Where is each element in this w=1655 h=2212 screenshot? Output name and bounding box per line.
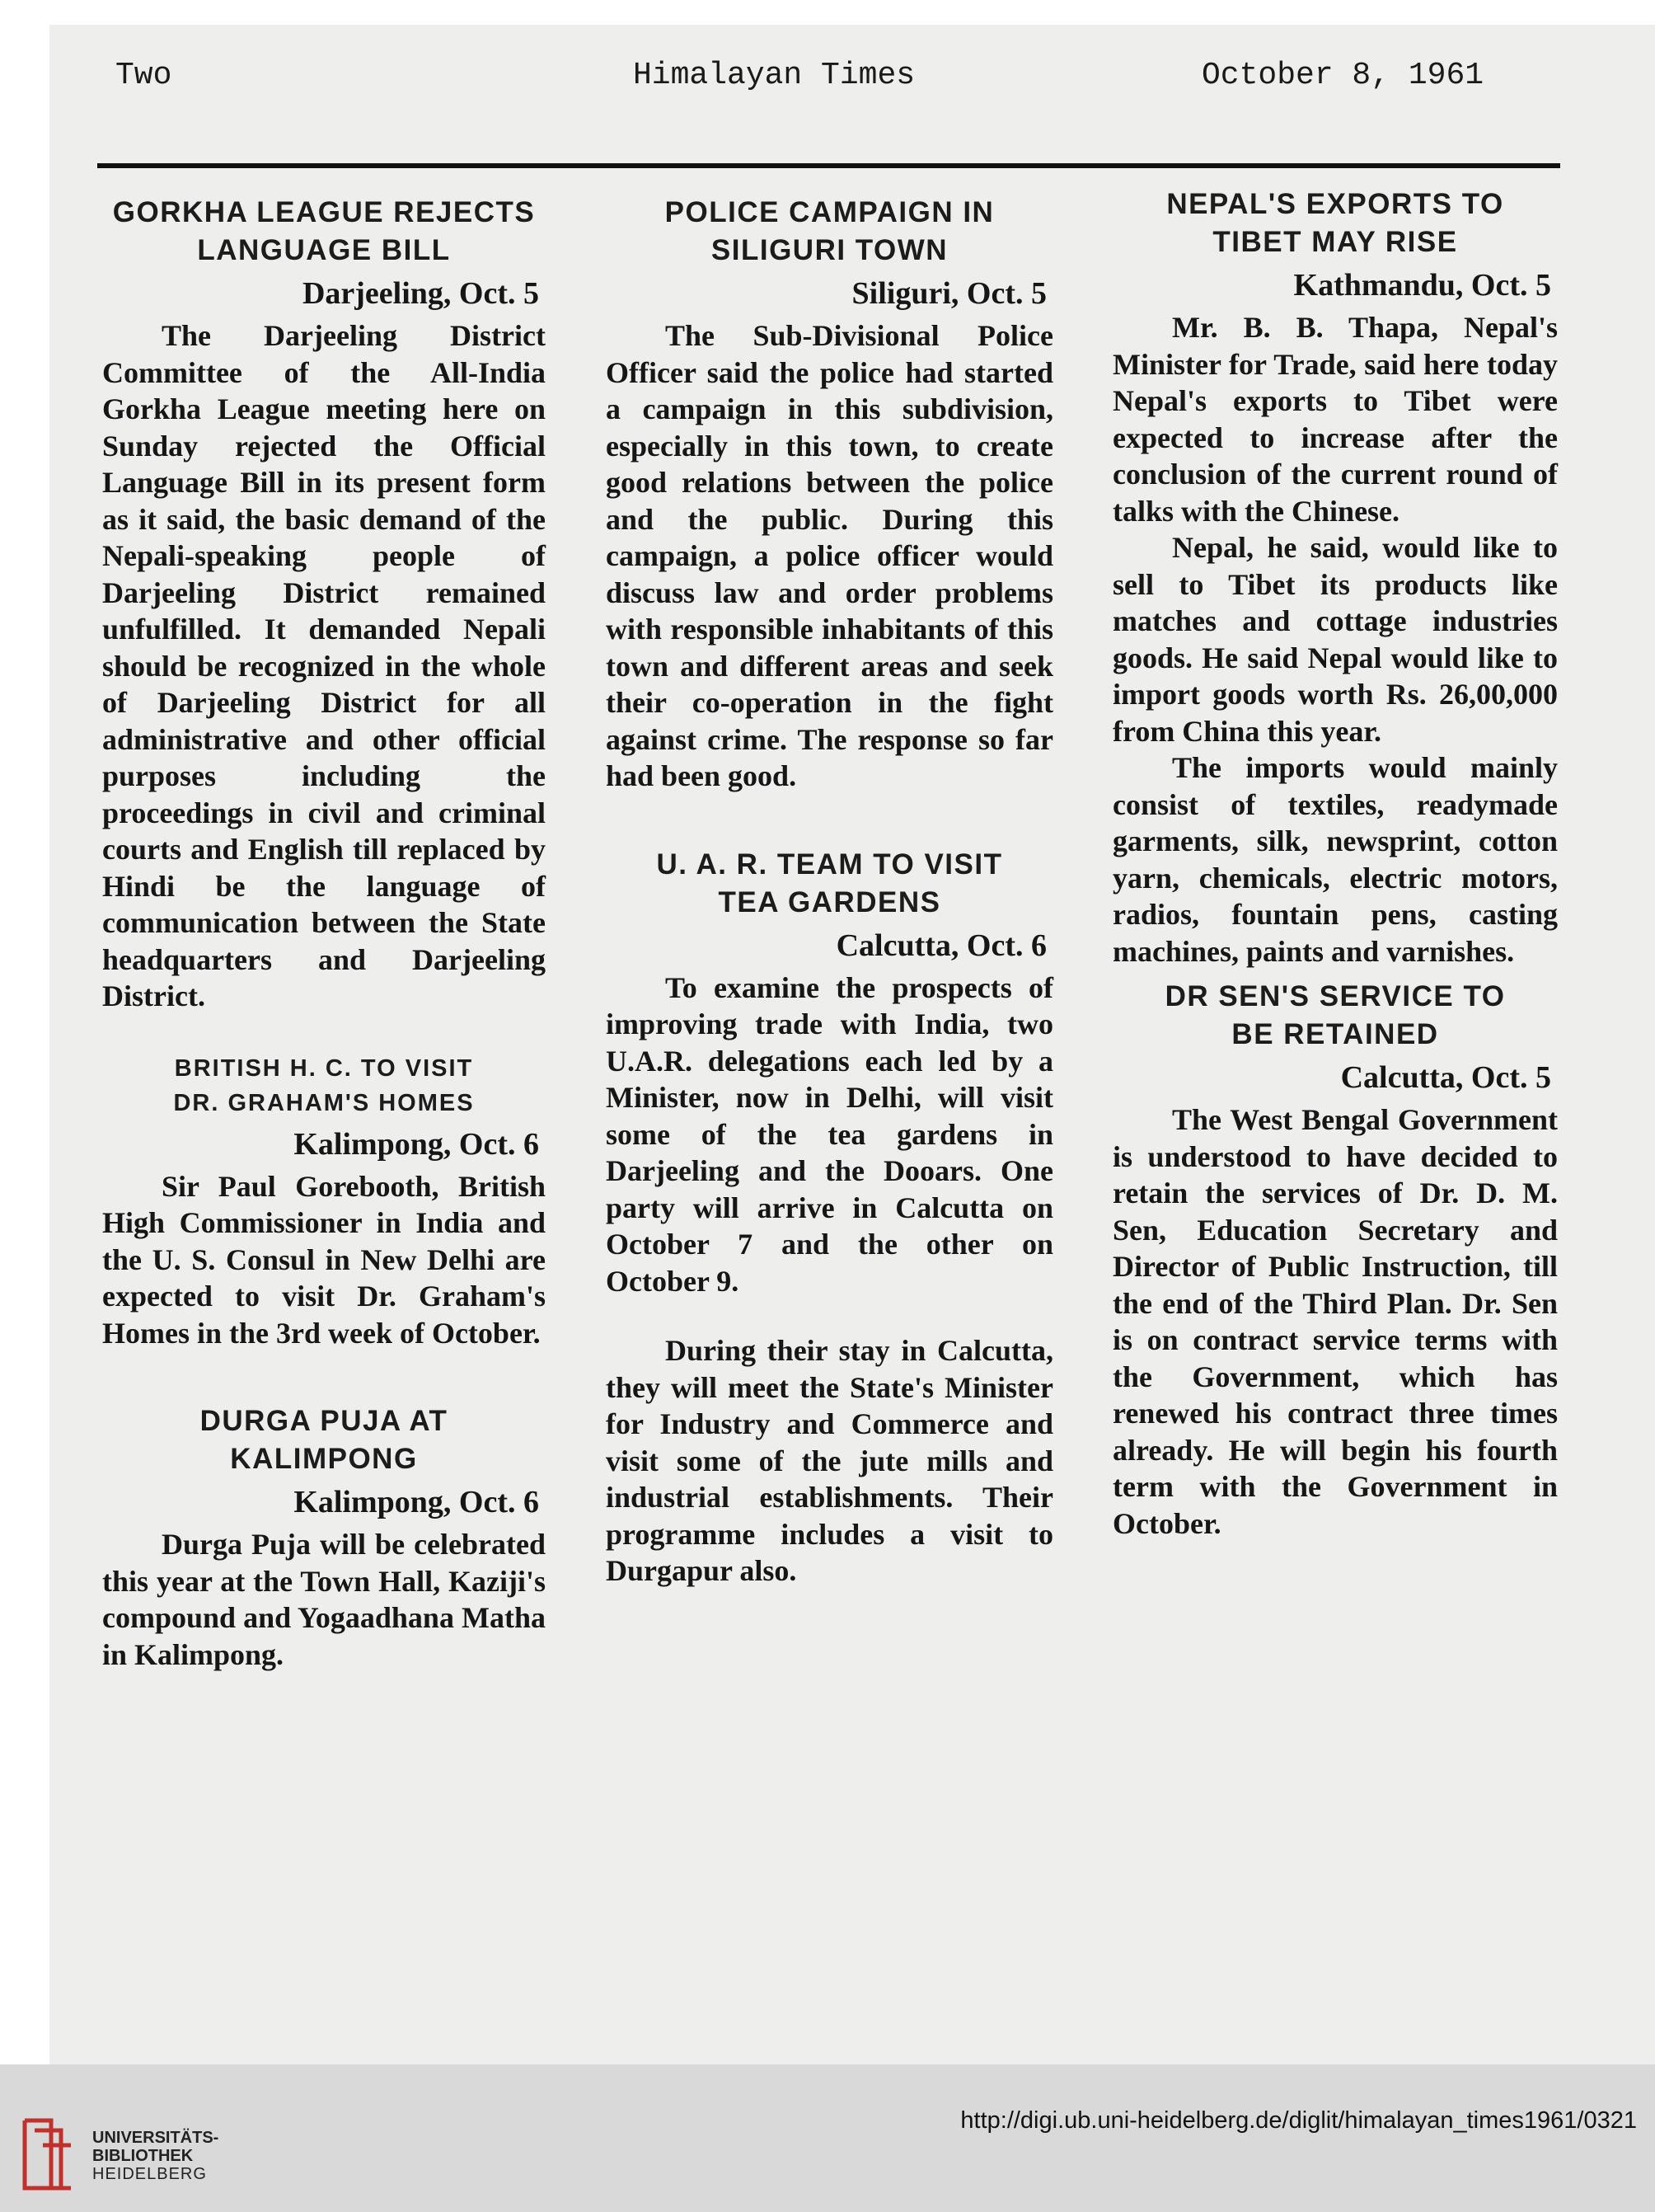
page-header: [64, 58, 1556, 107]
dateline: Kalimpong, Oct. 6: [293, 1485, 539, 1519]
library-name-line: BIBLIOTHEK: [92, 2147, 194, 2165]
headline-line: BRITISH H. C. TO VISIT: [174, 1054, 474, 1082]
library-name: [92, 2129, 218, 2183]
article-body: Mr. B. B. Thapa, Nepal's Minister for Trade, said here today Nepal's exports to Tibet were expected to increase after the conclusion of the current round of talks with the Chinese.: [1113, 311, 1558, 528]
headline-line: SILIGURI TOWN: [710, 234, 949, 266]
library-name-line: UNIVERSITÄTS-: [92, 2129, 219, 2147]
headline-line: BE RETAINED: [1231, 1018, 1439, 1050]
headline: [102, 194, 546, 270]
dateline: Darjeeling, Oct. 5: [302, 276, 539, 311]
issue-date: October 8, 1961: [1202, 58, 1484, 93]
article-dr-sen: [1113, 978, 1558, 1542]
article-body: Nepal, he said, would like to sell to Tibet its products like matches and cottage industries goods. He said Nepal would like to import goods worth Rs. 26,00,000 from China this year.: [1113, 531, 1558, 748]
article-british-hc: [102, 1051, 546, 1352]
article-body: The imports would mainly consist of textiles, readymade garments, silk, newsprint, cotton yarn, chemicals, electric motors, radios, fountain pens, casting machines, paints and varnishes.: [1113, 751, 1558, 968]
article-police-campaign: [606, 194, 1053, 795]
headline-line: KALIMPONG: [230, 1443, 418, 1475]
headline: [1113, 186, 1558, 261]
masthead: Himalayan Times: [633, 58, 916, 93]
headline-line: GORKHA LEAGUE REJECTS: [112, 196, 536, 228]
headline-line: NEPAL'S EXPORTS TO: [1166, 188, 1504, 220]
column-2: [606, 186, 1053, 1590]
headline: [606, 194, 1053, 270]
dateline: Kathmandu, Oct. 5: [1293, 268, 1551, 303]
article-body: The West Bengal Government is understood to have decided to retain the services of Dr. D. M. Sen, Education Secretary and Director of Public Instruction, till the end of the Third Plan. Dr. Sen is on contract service terms with the Government, which has renewed his contract three times already. He will begin his fourth term with the Government in October.: [1113, 1103, 1558, 1540]
dateline: Calcutta, Oct. 5: [1340, 1060, 1551, 1095]
headline-line: DR SEN'S SERVICE TO: [1165, 980, 1506, 1012]
footer-bar: [0, 2064, 1655, 2212]
article-body: Sir Paul Gorebooth, British High Commissioner in India and the U. S. Consul in New Delhi are expected to visit Dr. Graham's Homes in the 3rd week of October.: [102, 1169, 546, 1350]
article-body: The Darjeeling District Committee of the All-India Gorkha League meeting here on Sunday rejected the Official Language Bill in its present form as it said, the basic demand of the Nepali-speaking people of Darjeeling District remained unfulfilled. It demanded Nepali should be recognized in the whole of Darjeeling District for all administrative and other official purposes including the proceedings in civil and criminal courts and English till replaced by Hindi be the language of communication between the State headquarters and Darjeeling District.: [102, 319, 546, 1012]
headline: [606, 846, 1053, 922]
headline: [102, 1402, 546, 1478]
article-uar-team: [606, 846, 1053, 1590]
article-body: To examine the prospects of improving trade with India, two U.A.R. delegations each led by a Minister, now in Delhi, will visit some of the tea gardens in Darjeeling and the Dooars. One party will arrive in Calcutta on October 7 and the other on October 9.: [606, 970, 1053, 1298]
article-gorkha: [102, 194, 546, 1015]
article-body: The Sub-Divisional Police Officer said the police had started a campaign in this subdivision, especially in this town, to create good relations between the police and the public. During this campaign, a police officer would discuss law and order problems with responsible inhabitants of this town and different areas and seek their co-operation in the fight against crime. The response so far had been good.: [606, 319, 1053, 792]
source-url-link[interactable]: http://digi.ub.uni-heidelberg.de/diglit/himalayan_times1961/0321: [960, 2107, 1637, 2134]
headline: [102, 1051, 546, 1120]
headline-line: DURGA PUJA AT: [199, 1405, 448, 1437]
library-logo-icon: [18, 2112, 77, 2195]
dateline: Kalimpong, Oct. 6: [293, 1126, 539, 1162]
header-rule: [97, 163, 1560, 168]
headline: [1113, 978, 1558, 1054]
column-1: [102, 186, 546, 1673]
headline-line: DR. GRAHAM'S HOMES: [173, 1089, 475, 1116]
library-name-line: HEIDELBERG: [92, 2165, 207, 2183]
column-3: [1113, 186, 1558, 1542]
article-body: During their stay in Calcutta, they will meet the State's Minister for Industry and Commerce and visit some of the jute mills and industrial establishments. Their programme includes a visit to Durgapur also.: [606, 1334, 1053, 1587]
dateline: Siliguri, Oct. 5: [851, 276, 1047, 311]
article-nepal-exports: [1113, 186, 1558, 970]
headline-line: LANGUAGE BILL: [197, 234, 451, 266]
headline-line: U. A. R. TEAM TO VISIT: [656, 848, 1003, 881]
article-body: Durga Puja will be celebrated this year at the Town Hall, Kaziji's compound and Yogaadhana Matha in Kalimpong.: [102, 1528, 546, 1671]
headline-line: POLICE CAMPAIGN IN: [664, 196, 995, 228]
dateline: Calcutta, Oct. 6: [836, 928, 1047, 963]
headline-line: TEA GARDENS: [718, 885, 941, 918]
page-number: Two: [115, 58, 172, 93]
article-durga-puja: [102, 1402, 546, 1673]
headline-line: TIBET MAY RISE: [1212, 226, 1458, 258]
